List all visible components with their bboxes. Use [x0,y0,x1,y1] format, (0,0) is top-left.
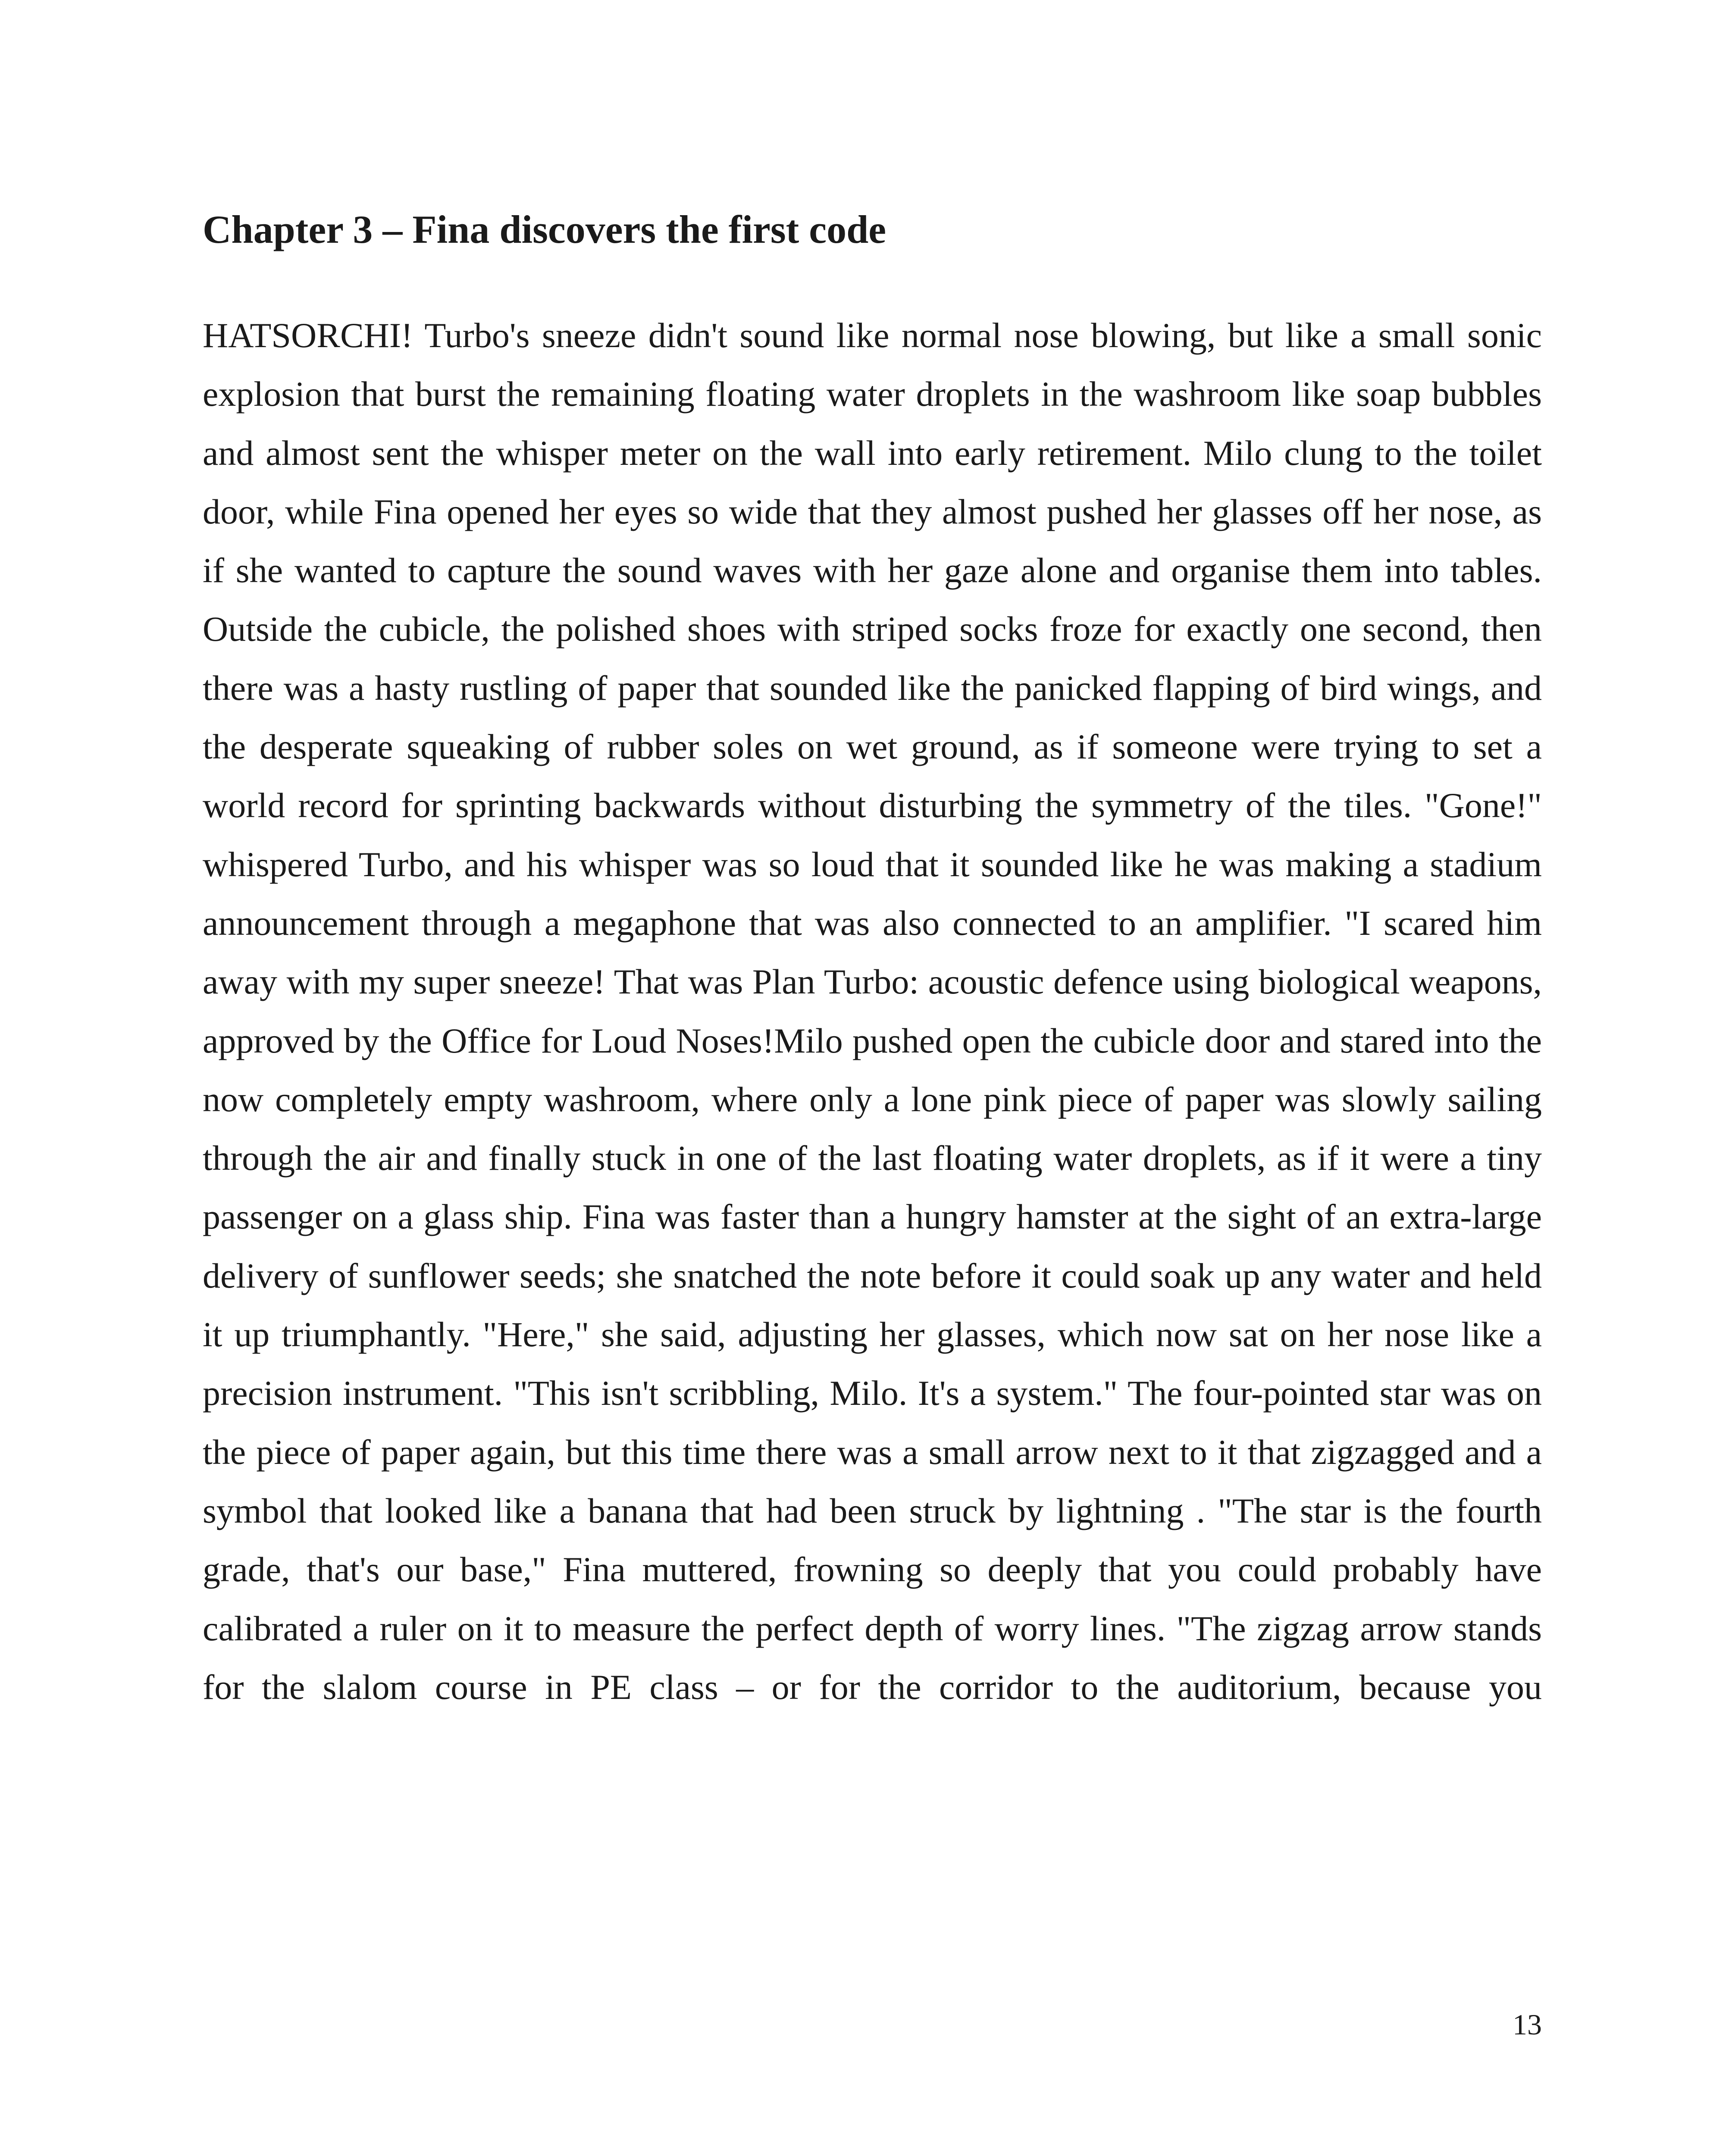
body-paragraph: HATSORCHI! Turbo's sneeze didn't sound like normal nose blowing, but like a small sonic explosion that burst the remaining floating water droplets in the washroom like soap bubbles and almost sent the whisper meter on the wall into early retirement. Milo clung to the toilet door, while Fina opened her eyes so wide that they almost pushed her glasses off her nose, as if she wanted to capture the sound waves with her gaze alone and organise them into tables. Outside the cubicle, the polished shoes with striped socks froze for exactly one second, then there was a hasty rustling of paper that sounded like the panicked flapping of bird wings, and the desperate squeaking of rubber soles on wet ground, as if someone were trying to set a world record for sprinting backwards without disturbing the symmetry of the tiles. "Gone!" whispered Turbo, and his whisper was so loud that it sounded like he was making a stadium announcement through a megaphone that was also connected to an amplifier. "I scared him away with my super sneeze! That was Plan Turbo: acoustic defence using biological weapons, approved by the Office for Loud Noses!Milo pushed open the cubicle door and stared into the now completely empty washroom, where only a lone pink piece of paper was slowly sailing through the air and finally stuck in one of the last floating water droplets, as if it were a tiny passenger on a glass ship. Fina was faster than a hungry hamster at the sight of an extra-large delivery of sunflower seeds; she snatched the note before it could soak up any water and held it up triumphantly. "Here," she said, adjusting her glasses, which now sat on her nose like a precision instrument. "This isn't scribbling, Milo. It's a system." The four-pointed star was on the piece of paper again, but this time there was a small arrow next to it that zigzagged and a symbol that looked like a banana that had been struck by lightning . "The star is the fourth grade, that's our base," Fina muttered, frowning so deeply that you could probably have calibrated a ruler on it to measure the perfect depth of worry lines. "The zigzag arrow stands for the slalom course in PE class – or for the corridor to the auditorium, because you [203,316,1542,1707]
page-number: 13 [1513,2008,1542,2041]
chapter-title: Chapter 3 – Fina discovers the first code [203,207,886,251]
